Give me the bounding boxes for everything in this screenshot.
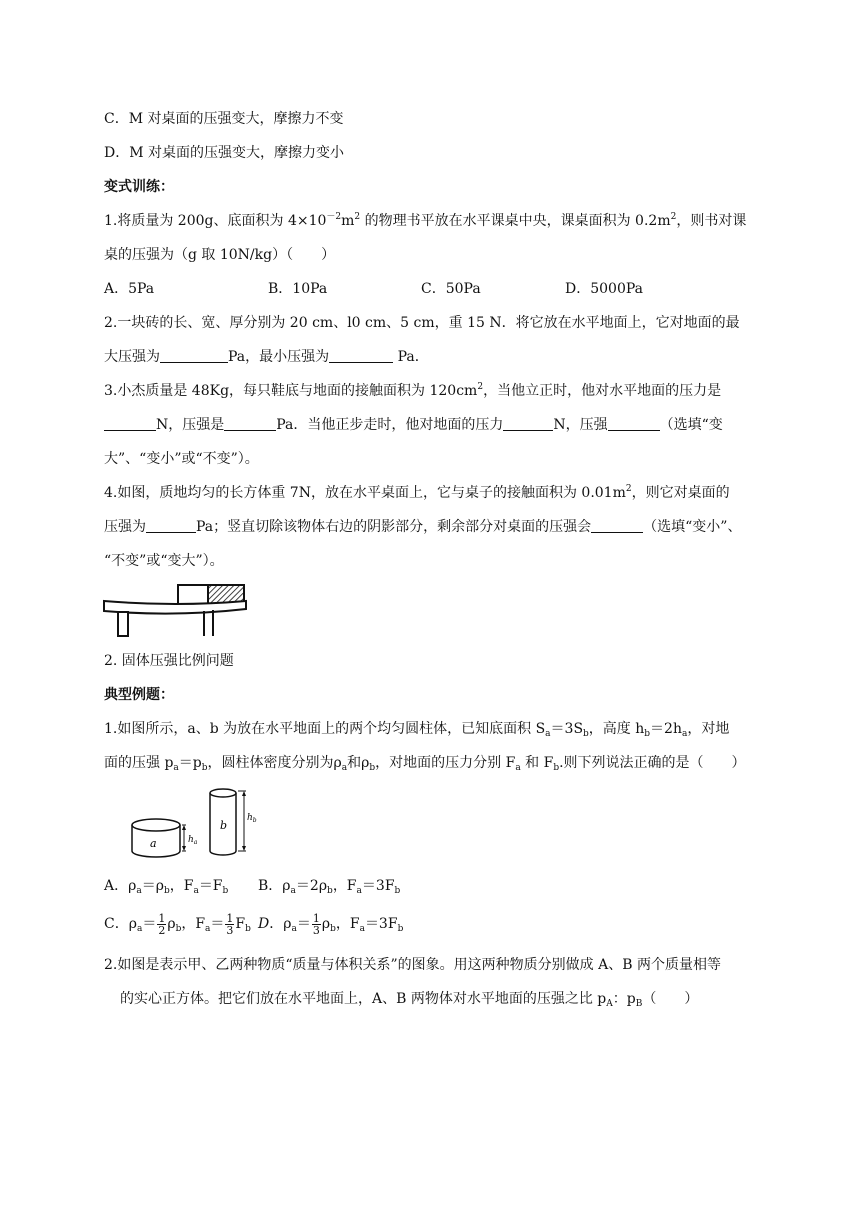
ex1-line1: 1.如图所示，a、b 为放在水平地面上的两个均匀圆柱体，已知底面积 $S_a=3S_b$，高度 $h_b=2h_a$，对地 [104, 721, 730, 739]
q4-line3: “不变”或“变大”）。 [104, 553, 224, 569]
blank[interactable] [160, 348, 228, 363]
ex1-option-c: C．$\rho_a=$ $\frac{1}{2}$ $\rho_b$，$F_a=$ $\frac{1}{3}$ $F_b$ [104, 911, 251, 937]
blank[interactable] [104, 416, 156, 431]
q3-line3: 大”、“变小”或“不变”）。 [104, 451, 259, 467]
blank[interactable] [224, 416, 276, 431]
q4-line2: 压强为 Pa；竖直切除该物体右边的阴影部分，剩余部分对桌面的压强会 （选填“变小”、 [104, 519, 742, 535]
q4-line1: 4.如图，质地均匀的长方体重 7N，放在水平桌面上，它与桌子的接触面积为 $0.01m^2$，则它对桌面的 [104, 484, 730, 501]
ex1-option-d: D．$\rho_a=$ $\frac{1}{3}$ $\rho_b$，$F_a=3F_b$ [258, 911, 404, 937]
section-heading-dianxing: 典型例题： [104, 687, 174, 703]
option-c: C．M 对桌面的压强变大，摩擦力不变 [104, 111, 344, 127]
hb-label: $h_b$ [247, 813, 257, 824]
section-heading-ratio: 2. 固体压强比例问题 [104, 653, 234, 669]
ex1-option-b: B．$\rho_a=2\rho_b$，$F_a=3F_b$ [258, 878, 401, 896]
ex2-line1: 2.如图是表示甲、乙两种物质“质量与体积关系”的图象。用这两种物质分别做成 A、B 两个质量相等 [104, 957, 721, 973]
q1-option-c: C．50Pa [421, 281, 481, 297]
q3-line2: N，压强是 Pa．当他正步走时，他对地面的压力 N，压强 （选填“变 [104, 415, 723, 435]
q3-line1: 3.小杰质量是 48Kg，每只鞋底与地面的接触面积为 $120cm^2$，当他立正时，他对水平地面的压力是 [104, 382, 722, 399]
blank[interactable] [146, 518, 196, 533]
table-block-figure [100, 583, 250, 639]
ha-label: $h_a$ [188, 835, 198, 846]
cylinders-figure [128, 785, 268, 865]
ex2-line2: 的实心正方体。把它们放在水平地面上，A、B 两物体对水平地面的压强之比 $p_A$：$p_B$（ ） [120, 991, 699, 1009]
cylinder-a-label: a [150, 837, 157, 850]
blank[interactable] [503, 416, 553, 431]
q1-line1: 1.将质量为 200g、底面积为 $4\times 10^{-2}m^2$ 的物理书平放在水平课桌中央，课桌面积为 $0.2m^2$，则书对课 [104, 212, 747, 229]
section-heading-bianshi: 变式训练： [104, 179, 174, 195]
blank[interactable] [591, 518, 643, 533]
blank[interactable] [608, 416, 660, 431]
q2-line1: 2.一块砖的长、宽、厚分别为 20 cm、l0 cm、5 cm，重 15 N．将它放在水平地面上，它对地面的最 [104, 315, 740, 331]
table-leg [118, 612, 128, 636]
q2-line2: 大压强为 Pa，最小压强为 Pa． [104, 349, 429, 365]
q1-option-a: A．5Pa [104, 281, 155, 297]
ex1-line2: 面的压强 $p_a=p_b$，圆柱体密度分别为$\rho_a$和$\rho_b$，对地面的压力分别 $F_a$ 和 $F_b$.则下列说法正确的是（ ） [104, 755, 746, 773]
cylinder-b-label: b [220, 819, 228, 832]
block [178, 585, 208, 605]
option-d: D．M 对桌面的压强变大，摩擦力变小 [104, 145, 345, 161]
q1-line2: 桌的压强为（g 取 10N/kg）（ ） [104, 247, 336, 263]
blank[interactable] [329, 348, 393, 363]
q1-option-d: D．5000Pa [565, 281, 643, 297]
ex1-option-a: A．$\rho_a=\rho_b$，$F_a=F_b$ [104, 878, 229, 896]
q1-option-b: B．10Pa [268, 281, 328, 297]
